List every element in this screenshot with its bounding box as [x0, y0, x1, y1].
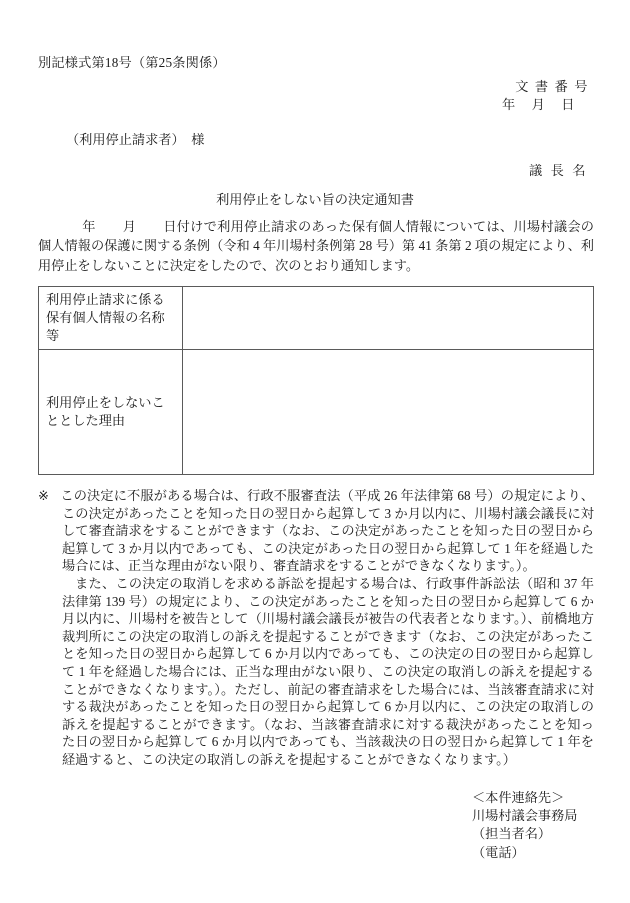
contact-phone: （電話）	[472, 844, 525, 860]
intro-paragraph	[38, 217, 594, 275]
contact-block	[472, 789, 578, 862]
document-title: 利用停止をしない旨の決定通知書	[216, 192, 414, 207]
notice-block	[38, 487, 594, 769]
addressee: （利用停止請求者） 様	[66, 132, 205, 147]
form-number: 別記様式第18号（第25条関係）	[38, 55, 226, 70]
notice-mark: ※	[38, 488, 50, 503]
contact-office: 川場村議会事務局	[472, 808, 578, 824]
notice-paragraph-1-text: この決定に不服がある場合は、行政不服審査法（平成 26 年法律第 68 号）の規定により、この決定があったことを知った日の翌日から起算して 3 か月以内に、川場村議会議長に対して審査請求をすることができます（なお、この決定があったことを知った日の翌日から起算して 3 か月以内であっても、この決定があった日の翌日から起算して 1 年を経過した場合には、正当な理由がない限り、審査請求をすることができなくなります。）。	[60, 488, 594, 574]
table-row-value[interactable]	[183, 350, 594, 475]
contact-person: （担当者名）	[472, 826, 552, 842]
table-row	[39, 350, 594, 475]
table-row-label: 利用停止請求に係る保有個人情報の名称等	[39, 287, 183, 350]
notice-paragraph-2: また、この決定の取消しを求める訴訟を提起する場合は、行政事件訴訟法（昭和 37 年法律第 139 号）の規定により、この決定があったことを知った日の翌日から起算して 6 か月以内に、川場村を被告として（川場村議会議長が被告の代表者となります。）、前橋地方裁判所にこの決定の取消しの訴えを提起することができます（なお、この決定があったことを知った日の翌日から起算して 6 か月以内であっても、この決定の日の翌日から起算して 1 年を経過した場合には、正当な理由がない限り、この決定の取消しの訴えを提起することができなくなります。）。ただし、前記の審査請求をした場合には、当該審査請求に対する裁決があったことを知った日の翌日から起算して 6 か月以内に、この決定の取消しの訴えを提起することができます。（なお、当該審査請求に対する裁決があったことを知った日の翌日から起算して 6 か月以内であっても、当該裁決の日の翌日から起算して 1 年を経過すると、この決定の取消しの訴えを提起することができなくなります。）	[62, 575, 594, 767]
document-number-label: 文書番号	[515, 79, 594, 94]
information-table	[38, 286, 594, 475]
contact-heading: ＜本件連絡先＞	[472, 790, 565, 805]
table-row	[39, 287, 594, 350]
document-number-block	[502, 78, 594, 114]
table-row-value[interactable]	[183, 287, 594, 350]
notice-paragraph-1	[38, 487, 594, 575]
table-row-label: 利用停止をしないこととした理由	[39, 350, 183, 475]
issuer-chairman-name: 議長名	[528, 163, 594, 178]
document-date-label: 年月日	[501, 97, 591, 112]
intro-paragraph-text: 年 月 日付けで利用停止請求のあった保有個人情報については、川場村議会の個人情報の保護に関する条例（令和 4 年川場村条例第 28 号）第 41 条第 2 項の規定により、利用停止をしないことに決定をしたので、次のとおり通知します。	[38, 219, 594, 273]
